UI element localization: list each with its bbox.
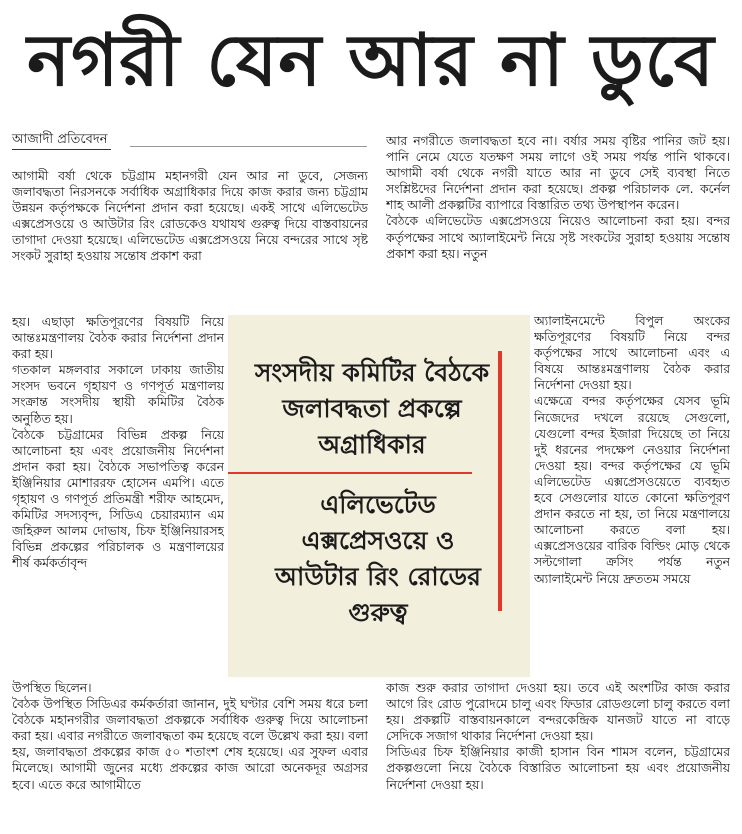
paragraph: অ্যালাইনমেন্টে বিপুল অংকের ক্ষতিপূরণের বিষয়টি নিয়ে বন্দর কর্তৃপক্ষের সাথে আলোচনা এবং এ বিষয়ে আন্তঃমন্ত্রণালয় বৈঠক করার নির্দেশনা দেওয়া হয়।	[534, 314, 730, 393]
col1-block2	[12, 314, 224, 680]
byline: আজাদী প্রতিবেদন	[12, 132, 111, 150]
headline: নগরী যেন আর না ডুবে	[27, 18, 715, 102]
paragraph: সিডিএর চিফ ইঞ্জিনিয়ার কাজী হাসান বিন শামস বলেন, চট্টগ্রামের প্রকল্পগুলো নিয়ে বৈঠকে বিস্তারিত আলোচনা হয় এবং প্রয়োজনীয় নির্দেশনা দেওয়া হয়।	[386, 745, 730, 792]
paragraph: উপস্থিত ছিলেন।	[12, 681, 92, 695]
paragraph: গতকাল মঙ্গলবার সকালে ঢাকায় জাতীয় সংসদ ভবনে গৃহায়ণ ও গণপূর্ত মন্ত্রণালয় সংক্রান্ত সংসদীয় স্থায়ী কমিটির বৈঠক অনুষ্ঠিত হয়।	[12, 363, 224, 426]
paragraph: কাজ শুরু করার তাগাদা দেওয়া হয়। তবে এই অংশটির কাজ করার আগে রিং রোড পুরোদমে চালু এবং ফিডার রোডগুলো চালু করতে বলা হয়। প্রকল্পটি বাস্তবায়নকালে বন্দরকেন্দ্রিক যানজট যাতে না বাড়ে সেদিকে সজাগ থাকার নির্দেশনা দেওয়া হয়।	[386, 681, 730, 744]
paragraph: আর নগরীতে জলাবদ্ধতা হবে না। বর্ষার সময় বৃষ্টির পানির জট হয়। পানি নেমে যেতে যতক্ষণ সময় লাগে ওই সময় পর্যন্ত পানি থাকবে। আগামী বর্ষা থেকে নগরী যাতে আর না ডুবে সেই ব্যবস্থা নিতে সংশ্লিষ্টদের নির্দেশনা প্রদান করা হয়েছে। প্রকল্প পরিচালক লে. কর্নেল শাহ আলী প্রকল্পটির ব্যাপারে বিস্তারিত তথ্য উপস্থাপন করেন।	[386, 134, 730, 213]
pull-quote-primary: সংসদীয় কমিটির বৈঠকে জলাবদ্ধতা প্রকল্পে অগ্রাধিকার	[254, 358, 490, 459]
col2-block2	[534, 313, 730, 679]
pull-quote-accent-bar	[498, 351, 502, 611]
paragraph: এক্ষেত্রে বন্দর কর্তৃপক্ষের যেসব ভূমি নিজেদের দখলে রয়েছে সেগুলো, যেগুলো বন্দর ইজারা দিয়েছে তা নিয়ে দুই ধরনের পদক্ষেপ নেওয়ার নির্দেশনা দেওয়া হয়। বন্দর কর্তৃপক্ষের যে ভূমি এলিভেটেড এক্সপ্রেসওয়েতে ব্যবহৃত হবে সেগুলোর যাতে কোনো ক্ষতিপূরণ প্রদান করতে না হয়, তা নিয়ে মন্ত্রণালয়ে আলোচনা করতে বলা হয়। এক্সপ্রেসওয়ের বারিক বিল্ডিং মোড় থেকে সল্টগোলা ক্রসিং পর্যন্ত নতুন অ্যালাইমেন্ট নিয়ে দ্রুততম সময়ে	[534, 394, 730, 586]
paragraph: হয়। এছাড়া ক্ষতিপূরণের বিষয়টি নিয়ে আন্তঃমন্ত্রণালয় বৈঠক করার নির্দেশনা প্রদান করা হয়।	[12, 315, 224, 362]
paragraph: বৈঠকে চট্টগ্রামের বিভিন্ন প্রকল্প নিয়ে আলোচনা হয় এবং প্রয়োজনীয় নির্দেশনা প্রদান করা হয়। বৈঠকে সভাপতিত্ব করেন ইঞ্জিনিয়ার মোশাররফ হোসেন এমপি। এতে গৃহায়ণ ও গণপূর্ত প্রতিমন্ত্রী শরীফ আহমেদ, কমিটির সদস্যবৃন্দ, সিডিএ চেয়ারম্যান এম জহিরুল আলম দোভাষ, চিফ ইঞ্জিনিয়ারসহ বিভিন্ন প্রকল্পের পরিচালক ও মন্ত্রণালয়ের শীর্ষ কর্মকর্তাবৃন্দ	[12, 427, 224, 571]
pull-quote-secondary: এলিভেটেড এক্সপ্রেসওয়ে ও আউটার রিং রোডের গুরুত্ব	[275, 490, 481, 627]
paragraph: বৈঠক উপস্থিত সিডিএর কর্মকর্তারা জানান, দুই ঘণ্টার বেশি সময় ধরে চলা বৈঠকে মহানগরীর জলাবদ্ধতা প্রকল্পকে সর্বাধিক গুরুত্ব দিয়ে আলোচনা করা হয়। এবার নগরীতে জলাবদ্ধতা কম হয়েছে বলে উল্লেখ করা হয়। বলা হয়, জলাবদ্ধতা প্রকল্পের কাজ ৫০ শতাংশ শেষ হয়েছে। এর সুফল এবার মিলেছে। আগামী জুনের মধ্যে প্রকল্পের কাজ আরো অনেকদূর অগ্রসর হবে। এতে করে আগামীতে	[12, 697, 368, 792]
col2-block3	[386, 680, 730, 830]
pull-quote-box	[228, 315, 530, 677]
col2-block1	[386, 133, 730, 313]
col1-block1	[12, 168, 368, 314]
col1-block3	[12, 680, 368, 830]
paragraph: বৈঠকে এলিভেটেড এক্সপ্রেসওয়ে নিয়েও আলোচনা করা হয়। বন্দর কর্তৃপক্ষের সাথে অ্যালাইমেন্ট নিয়ে সৃষ্ট সংকটের সুরাহা হওয়ায় সন্তোষ প্রকাশ করা হয়। নতুন	[386, 214, 730, 261]
pull-quote-divider	[228, 472, 472, 474]
byline-rule	[130, 146, 367, 147]
paragraph: আগামী বর্ষা থেকে চট্টগ্রাম মহানগরী যেন আর না ডুবে, সেজন্য জলাবদ্ধতা নিরসনকে সর্বাধিক অগ্রাধিকার দিয়ে কাজ করার জন্য চট্টগ্রাম উন্নয়ন কর্তৃপক্ষকে নির্দেশনা প্রদান করা হয়েছে। একই সাথে এলিভেটেড এক্সপ্রেসওয়ে ও আউটার রিং রোডকেও যথাযথ গুরুত্ব দিয়ে বাস্তবায়নের তাগাদা দেওয়া হয়েছে। এলিভেটেড এক্সপ্রেসওয়ে নিয়ে বন্দরের সাথে সৃষ্ট সংকট সুরাহা হওয়ায় সন্তোষ প্রকাশ করা	[12, 169, 368, 264]
